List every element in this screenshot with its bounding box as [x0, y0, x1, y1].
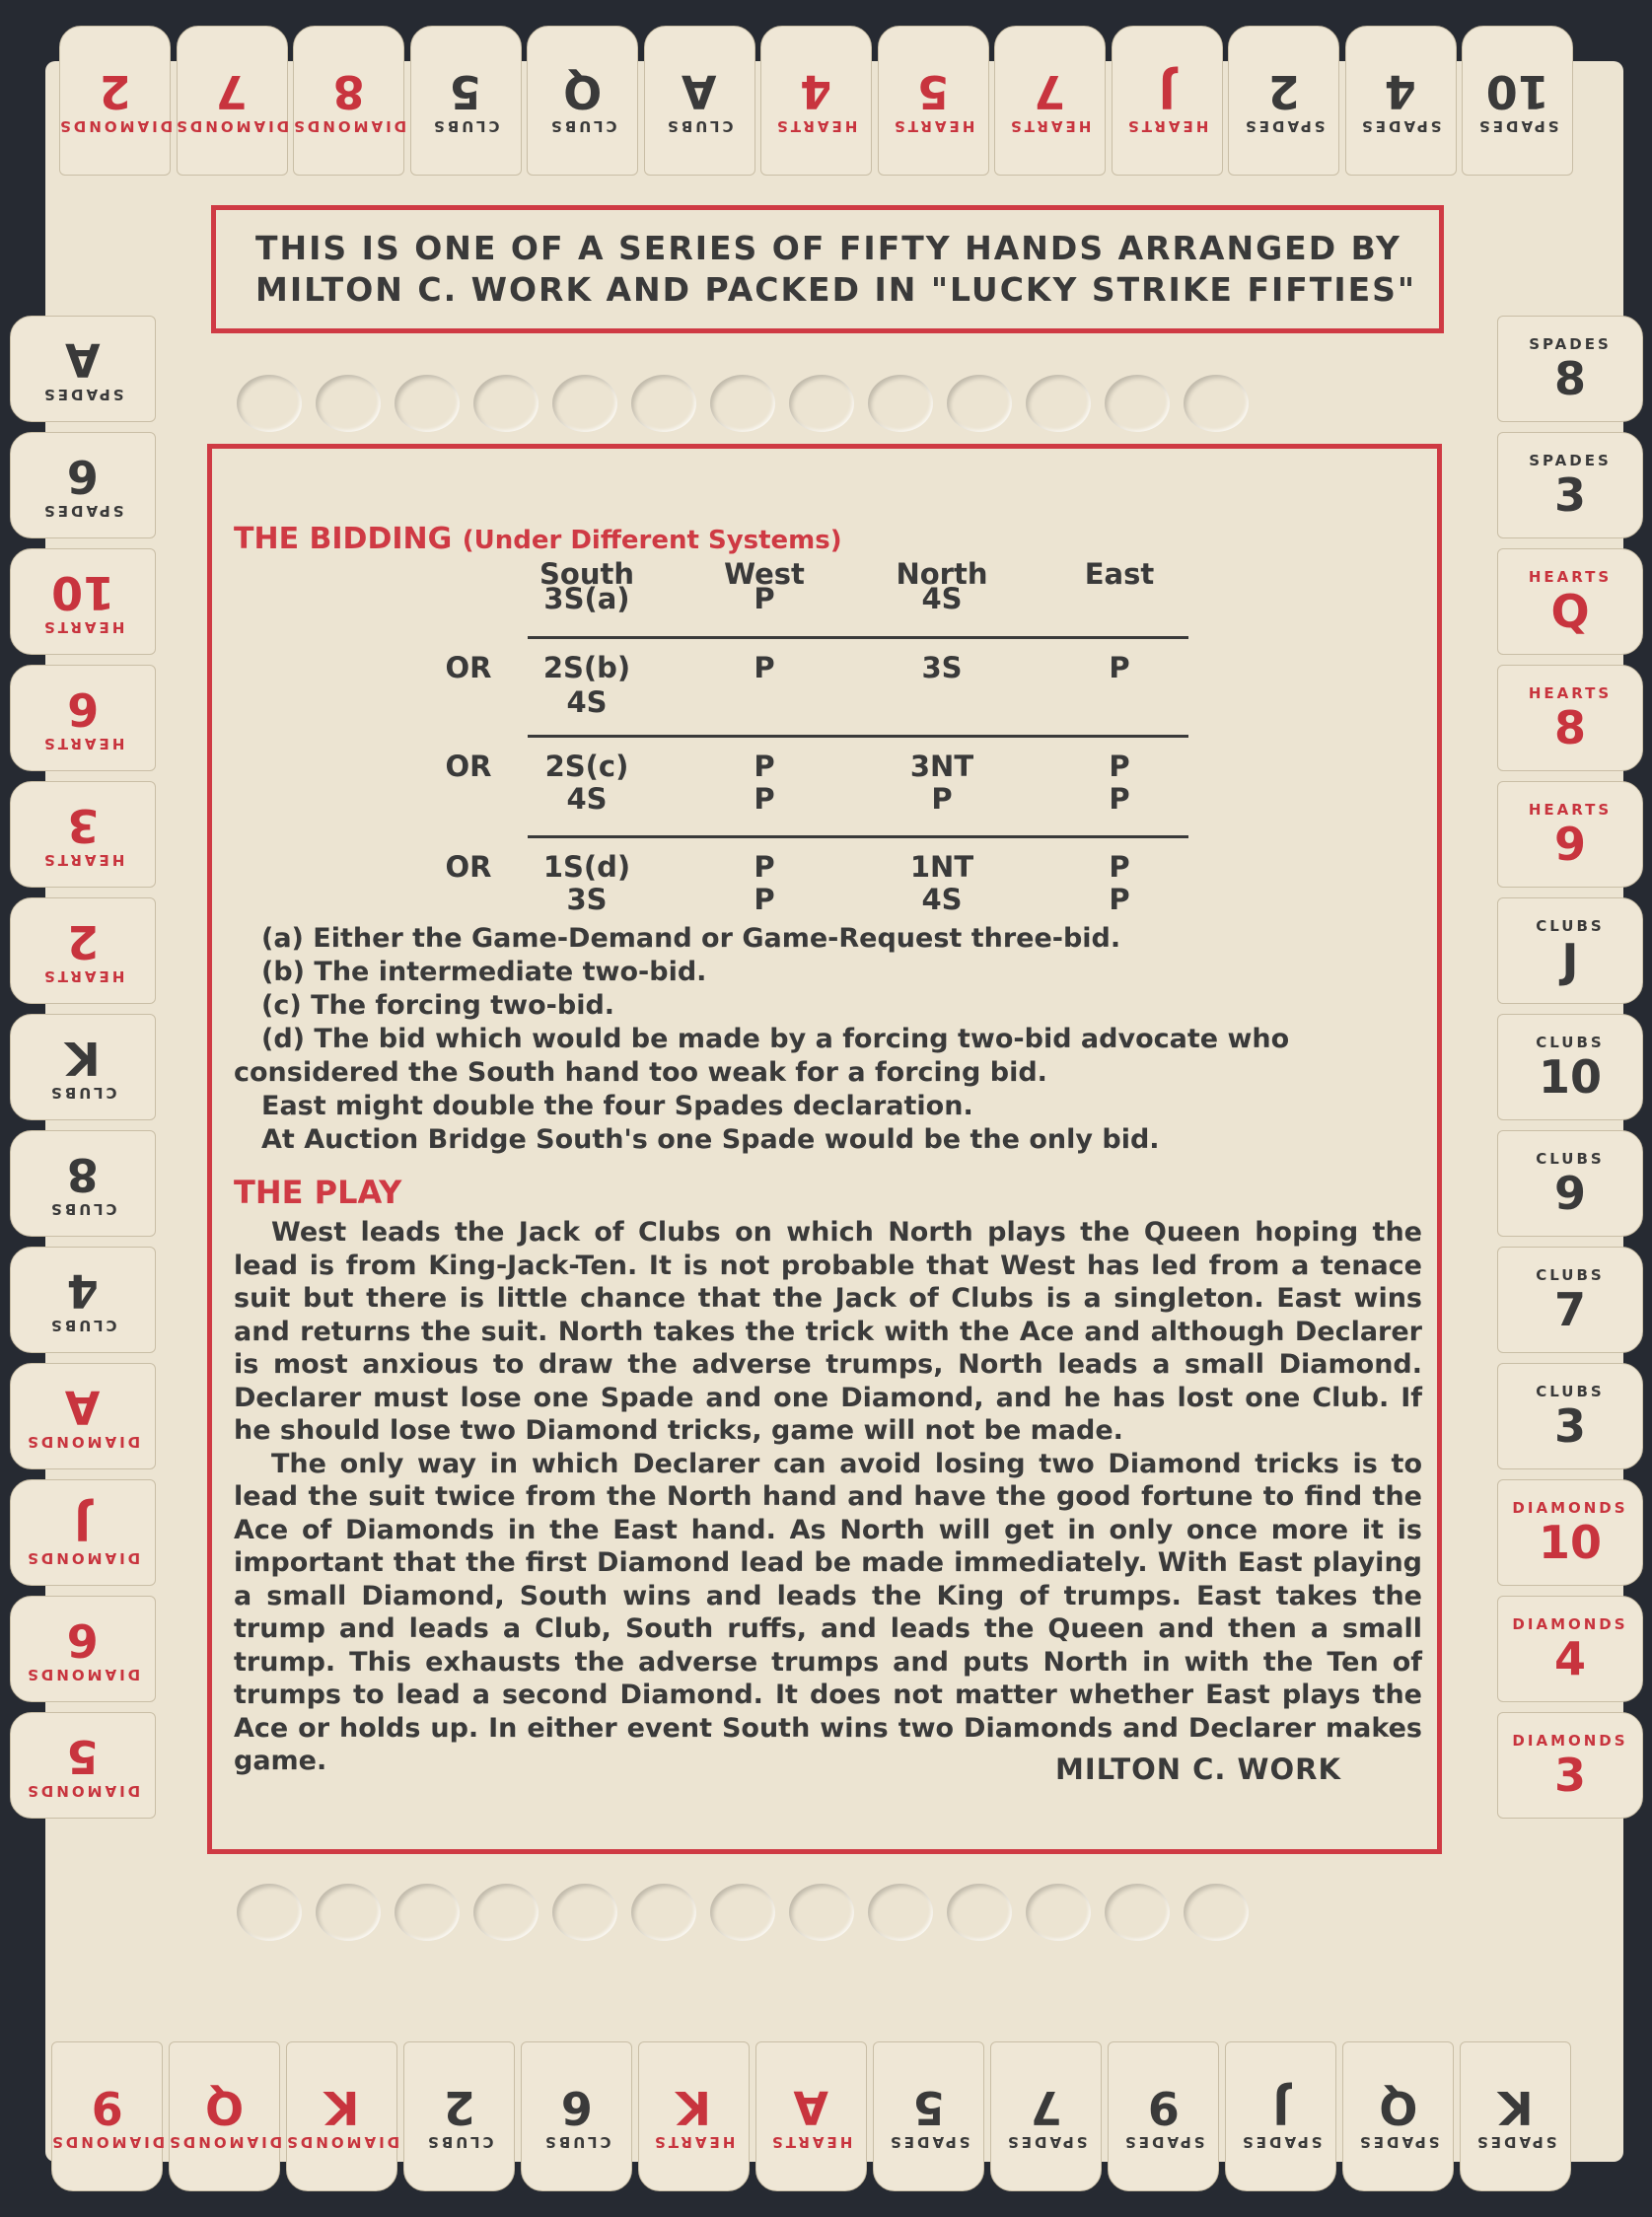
left-card-tab — [10, 1712, 156, 1819]
left-card-tab — [10, 1596, 156, 1702]
tab-label — [40, 914, 125, 985]
tab-suit: HEARTS — [1124, 116, 1209, 135]
bid-cell: 4S — [921, 883, 963, 916]
right-card-tab — [1497, 1712, 1643, 1819]
tab-rank: K — [65, 1031, 101, 1085]
hole — [473, 375, 539, 432]
right-card-tab — [1497, 1014, 1643, 1120]
hole — [631, 375, 696, 432]
tab-label — [40, 681, 125, 752]
hole — [395, 1884, 460, 1941]
top-card-tab — [1345, 26, 1457, 176]
top-card-tab — [994, 26, 1106, 176]
tab-suit: SPADES — [1529, 451, 1612, 469]
right-card-tab — [1497, 548, 1643, 655]
tab-rank: 4 — [1553, 1631, 1586, 1685]
bidding-heading — [234, 522, 842, 556]
tab-label — [1008, 64, 1092, 135]
tab-suit: CLUBS — [665, 116, 734, 135]
tab-rank: 2 — [1267, 64, 1300, 118]
bid-cell: P — [754, 582, 775, 615]
tab-rank: 10 — [1538, 1515, 1602, 1569]
tab-label — [40, 565, 125, 636]
bottom-card-tab — [755, 2041, 867, 2191]
tab-rank: 7 — [1034, 64, 1066, 118]
hole — [237, 1884, 302, 1941]
bid-cell: OR — [445, 850, 492, 884]
hole — [710, 1884, 775, 1941]
right-card-tab — [1497, 1596, 1643, 1702]
left-card-tab — [10, 1479, 156, 1586]
tab-suit: HEARTS — [1528, 683, 1613, 702]
tab-label — [1536, 1033, 1605, 1104]
tab-label — [887, 2080, 970, 2151]
tab-suit: DIAMONDS — [1512, 1731, 1628, 1750]
tab-suit: HEARTS — [769, 2132, 853, 2151]
tab-label — [1536, 1265, 1605, 1336]
tab-suit: HEARTS — [891, 116, 975, 135]
tab-suit: DIAMONDS — [174, 116, 290, 135]
tab-rank: 6 — [66, 1612, 99, 1667]
tab-suit: SPADES — [1359, 116, 1442, 135]
play-paragraph-2: The only way in which Declarer can avoid losing two Diamond tricks is to lead the suit twice from the North hand and have the good fortune to find the Ace of Diamonds in the East hand. As North will get in only once more it is important that the first Diamond lead be made immediately. With East playing a small Diamond, South wins and leads the King of trumps. East takes the trump and leads a Club, South ruffs, and leads the Queen and then a small trump. This exhausts the adverse trumps and puts North in with the Ten of trumps to lead a second Diamond. It does not matter whether East plays the Ace or holds up. In either event South wins two Diamonds and Declarer makes game. — [234, 1448, 1422, 1776]
top-card-tab — [56, 26, 174, 176]
tab-rank: 8 — [1553, 700, 1586, 754]
tab-suit: CLUBS — [48, 1316, 117, 1334]
tab-rank: 9 — [1553, 1166, 1586, 1220]
bottom-embossed-holes — [237, 1884, 1322, 1953]
tab-rank: K — [1497, 2080, 1534, 2134]
right-card-tab — [1497, 665, 1643, 771]
tab-suit: SPADES — [1475, 116, 1559, 135]
tab-suit: SPADES — [41, 501, 124, 520]
tab-suit: CLUBS — [1536, 1382, 1605, 1400]
tab-rank: K — [676, 2080, 712, 2134]
left-card-tab — [10, 1014, 156, 1120]
hole — [552, 375, 617, 432]
tab-rank: 10 — [1485, 64, 1549, 118]
tab-label — [1242, 64, 1326, 135]
bidding-note: (a) Either the Game-Demand or Game-Request three-bid. — [261, 923, 1121, 954]
top-card-tab — [174, 26, 290, 176]
col-north: North — [896, 557, 988, 591]
main-content-box — [207, 444, 1442, 1854]
tab-rank: 9 — [1147, 2080, 1180, 2134]
tab-label — [1512, 1498, 1628, 1569]
tab-suit: HEARTS — [40, 734, 125, 752]
tab-rank: 2 — [66, 914, 99, 968]
hole — [947, 1884, 1012, 1941]
tab-suit: HEARTS — [40, 850, 125, 869]
bidding-note: (b) The intermediate two-bid. — [261, 957, 707, 987]
tab-label — [56, 64, 174, 135]
tab-rank: A — [65, 332, 101, 387]
hole — [868, 1884, 933, 1941]
bid-cell: 3S — [921, 651, 963, 684]
tab-label — [1239, 2080, 1323, 2151]
top-card-tab — [1112, 26, 1223, 176]
tab-suit: DIAMONDS — [283, 2132, 400, 2151]
top-card-tab — [410, 26, 522, 176]
top-card-tab — [527, 26, 638, 176]
tab-suit: DIAMONDS — [48, 2132, 166, 2151]
tab-label — [1124, 64, 1209, 135]
tab-suit: HEARTS — [774, 116, 858, 135]
right-card-tab — [1497, 897, 1643, 1004]
tab-rank: Q — [562, 64, 603, 118]
tab-rank: K — [323, 2080, 360, 2134]
tab-rank: 3 — [1553, 1748, 1586, 1802]
right-card-tab — [1497, 1130, 1643, 1237]
hole — [316, 1884, 381, 1941]
tab-rank: A — [65, 1380, 101, 1434]
play-paragraph-1: West leads the Jack of Clubs on which North plays the Queen hoping the lead is from King-Jack-Ten. It is not probable that West has led from a tenace suit but there is little chance that the Jack of Clubs is a singleton. East wins and returns the suit. North takes the trick with the Ace and although Declarer is most anxious to draw the adverse trumps, North leads a small Diamond. Declarer must lose one Spade and one Diamond, and he has lost one Club. If he should lose two Diamond tricks, game will not be made. — [234, 1217, 1422, 1446]
tab-label — [48, 1147, 117, 1218]
tab-rank: A — [682, 64, 717, 118]
tab-rank: 5 — [66, 1729, 99, 1783]
tab-label — [283, 2080, 400, 2151]
tab-label — [1528, 683, 1613, 754]
tab-rank: J — [74, 1496, 92, 1550]
tab-rank: J — [1561, 933, 1579, 987]
hole — [789, 375, 854, 432]
bottom-card-tab — [403, 2041, 515, 2191]
tab-suit: DIAMONDS — [25, 1548, 141, 1567]
tab-rank: 4 — [66, 1263, 99, 1318]
tab-label — [25, 1496, 141, 1567]
tab-label — [1528, 800, 1613, 871]
tab-suit: HEARTS — [652, 2132, 736, 2151]
tab-suit: HEARTS — [40, 617, 125, 636]
tab-label — [1512, 1731, 1628, 1802]
bid-cell: P — [1109, 651, 1130, 684]
hole — [1026, 375, 1091, 432]
left-card-tab — [10, 897, 156, 1004]
tab-label — [174, 64, 290, 135]
top-card-tab — [1462, 26, 1573, 176]
tab-suit: HEARTS — [40, 966, 125, 985]
tab-label — [891, 64, 975, 135]
tab-label — [1536, 916, 1605, 987]
left-card-tab — [10, 781, 156, 888]
tab-label — [665, 64, 734, 135]
tab-label — [40, 798, 125, 869]
tab-label — [48, 2080, 166, 2151]
tab-label — [1121, 2080, 1205, 2151]
tab-rank: A — [793, 2080, 829, 2134]
tab-label — [431, 64, 500, 135]
tab-label — [1475, 64, 1559, 135]
bidding-note: considered the South hand too weak for a forcing bid. — [234, 1057, 1047, 1088]
tab-label — [1528, 567, 1613, 638]
col-south: South — [539, 557, 634, 591]
top-card-tab — [644, 26, 755, 176]
tab-label — [769, 2080, 853, 2151]
tab-label — [1529, 334, 1612, 405]
bid-cell: P — [1109, 750, 1130, 783]
tab-label — [1529, 451, 1612, 522]
tab-suit: CLUBS — [547, 116, 617, 135]
tab-suit: CLUBS — [48, 1083, 117, 1102]
left-card-tab — [10, 548, 156, 655]
hole — [1105, 1884, 1170, 1941]
bid-cell: 4S — [566, 685, 608, 719]
right-card-tab — [1497, 432, 1643, 538]
tab-suit: HEARTS — [1008, 116, 1092, 135]
bid-cell: 2S(b) — [542, 651, 631, 684]
tab-suit: CLUBS — [1536, 1149, 1605, 1168]
bid-cell: 1S(d) — [542, 850, 631, 884]
tab-rank: 6 — [66, 681, 99, 736]
right-card-tab — [1497, 1479, 1643, 1586]
tab-rank: 9 — [91, 2080, 123, 2134]
signature: MILTON C. WORK — [1055, 1752, 1341, 1786]
tab-rank: 2 — [99, 64, 131, 118]
col-west: West — [724, 557, 805, 591]
bidding-note: At Auction Bridge South's one Spade would be the only bid. — [261, 1124, 1160, 1155]
header-box — [211, 205, 1444, 333]
bid-cell: 4S — [566, 782, 608, 816]
tab-rank: 8 — [66, 1147, 99, 1201]
bottom-card-tab — [521, 2041, 632, 2191]
tab-suit: DIAMONDS — [290, 116, 407, 135]
tab-label — [25, 1612, 141, 1683]
tab-suit: DIAMONDS — [1512, 1614, 1628, 1633]
bid-cell: P — [1109, 883, 1130, 916]
tab-label — [41, 332, 124, 403]
top-card-tab — [760, 26, 872, 176]
bid-cell: P — [754, 850, 775, 884]
hole — [395, 375, 460, 432]
left-card-tab — [10, 1247, 156, 1353]
bid-cell: P — [931, 782, 953, 816]
tab-suit: CLUBS — [424, 2132, 494, 2151]
tab-rank: 3 — [66, 798, 99, 852]
header-line-1: THIS IS ONE OF A SERIES OF FIFTY HANDS ARRANGED BY — [255, 229, 1401, 267]
tab-suit: CLUBS — [1536, 1265, 1605, 1284]
hole — [631, 1884, 696, 1941]
tab-label — [1536, 1149, 1605, 1220]
bidding-note: (c) The forcing two-bid. — [261, 990, 615, 1021]
hole — [316, 375, 381, 432]
tab-suit: SPADES — [1242, 116, 1326, 135]
tab-rank: 7 — [1553, 1282, 1586, 1336]
tab-suit: SPADES — [1004, 2132, 1088, 2151]
tab-rank: J — [1158, 64, 1176, 118]
tab-suit: DIAMONDS — [25, 1665, 141, 1683]
bottom-card-tab — [1460, 2041, 1571, 2191]
tab-rank: 5 — [449, 64, 481, 118]
tab-suit: SPADES — [887, 2132, 970, 2151]
hole — [1105, 375, 1170, 432]
bidding-heading-text: THE BIDDING — [234, 522, 453, 556]
play-text — [234, 1216, 1422, 1778]
tab-rank: Q — [1378, 2080, 1418, 2134]
right-card-tab — [1497, 781, 1643, 888]
bid-cell: P — [754, 883, 775, 916]
tab-label — [25, 1380, 141, 1451]
bottom-card-tab — [990, 2041, 1102, 2191]
right-card-tab — [1497, 316, 1643, 422]
tab-rank: 4 — [1385, 64, 1417, 118]
tab-suit: DIAMONDS — [25, 1432, 141, 1451]
tab-suit: SPADES — [1473, 2132, 1557, 2151]
top-card-tab — [1228, 26, 1339, 176]
hole — [868, 375, 933, 432]
tab-label — [41, 449, 124, 520]
tab-suit: SPADES — [41, 385, 124, 403]
hole — [947, 375, 1012, 432]
bid-cell: P — [1109, 850, 1130, 884]
hole — [473, 1884, 539, 1941]
tab-label — [48, 1031, 117, 1102]
left-card-tab — [10, 1130, 156, 1237]
tab-label — [774, 64, 858, 135]
tab-suit: SPADES — [1529, 334, 1612, 353]
bid-cell: 1NT — [909, 850, 974, 884]
bottom-card-tab — [1225, 2041, 1336, 2191]
tab-suit: HEARTS — [1528, 567, 1613, 586]
tab-rank: Q — [204, 2080, 245, 2134]
tab-label — [1356, 2080, 1440, 2151]
hole — [1184, 375, 1249, 432]
tab-label — [1359, 64, 1442, 135]
bid-cell: 3S(a) — [543, 582, 630, 615]
hole — [710, 375, 775, 432]
left-card-tab — [10, 432, 156, 538]
bidding-divider — [528, 735, 1188, 738]
tab-rank: J — [1271, 2080, 1290, 2134]
right-card-tab — [1497, 1247, 1643, 1353]
tab-rank: 9 — [1553, 817, 1586, 871]
tab-rank: 2 — [443, 2080, 475, 2134]
bid-cell: P — [754, 782, 775, 816]
left-card-tab — [10, 665, 156, 771]
tab-label — [1536, 1382, 1605, 1453]
tab-label — [1004, 2080, 1088, 2151]
bid-cell: 3NT — [909, 750, 974, 783]
bidding-note: (d) The bid which would be made by a forcing two-bid advocate who — [261, 1024, 1290, 1054]
bottom-card-tab — [166, 2041, 283, 2191]
bid-cell: P — [1109, 782, 1130, 816]
hole — [1184, 1884, 1249, 1941]
tab-rank: 10 — [50, 565, 114, 619]
tab-rank: 10 — [1538, 1049, 1602, 1104]
tab-label — [290, 64, 407, 135]
tab-label — [166, 2080, 283, 2151]
tab-rank: 8 — [1553, 351, 1586, 405]
bid-cell: P — [754, 651, 775, 684]
tab-rank: 7 — [1030, 2080, 1062, 2134]
col-east: East — [1084, 557, 1155, 591]
tab-rank: 6 — [67, 449, 100, 503]
tab-rank: 3 — [1553, 467, 1586, 522]
bid-cell: P — [754, 750, 775, 783]
bidding-divider — [528, 636, 1188, 639]
tab-suit: DIAMONDS — [56, 116, 174, 135]
top-card-tab — [290, 26, 407, 176]
bidding-divider — [528, 835, 1188, 838]
bottom-card-tab — [873, 2041, 984, 2191]
tab-suit: SPADES — [1121, 2132, 1205, 2151]
tab-rank: 6 — [560, 2080, 593, 2134]
tab-label — [541, 2080, 611, 2151]
left-card-tab — [10, 1363, 156, 1469]
tab-suit: CLUBS — [1536, 916, 1605, 935]
hole — [237, 375, 302, 432]
tab-suit: CLUBS — [431, 116, 500, 135]
tab-label — [25, 1729, 141, 1800]
top-embossed-holes — [237, 375, 1322, 444]
hole — [1026, 1884, 1091, 1941]
tab-rank: 8 — [332, 64, 365, 118]
tab-label — [652, 2080, 736, 2151]
bidding-subheading: (Under Different Systems) — [462, 526, 842, 555]
tab-suit: SPADES — [1239, 2132, 1323, 2151]
tab-label — [48, 1263, 117, 1334]
tab-suit: DIAMONDS — [1512, 1498, 1628, 1517]
tab-suit: SPADES — [1356, 2132, 1440, 2151]
tab-rank: 4 — [800, 64, 832, 118]
hole — [552, 1884, 617, 1941]
bottom-card-tab — [1342, 2041, 1454, 2191]
tab-suit: CLUBS — [48, 1199, 117, 1218]
tab-label — [1473, 2080, 1557, 2151]
bid-cell: 2S(c) — [544, 750, 629, 783]
bid-cell: 4S — [921, 582, 963, 615]
tab-label — [547, 64, 617, 135]
bidding-note: East might double the four Spades declaration. — [261, 1091, 973, 1121]
tab-suit: DIAMONDS — [166, 2132, 283, 2151]
header-line-2: MILTON C. WORK AND PACKED IN "LUCKY STRIKE FIFTIES" — [255, 270, 1417, 309]
bid-cell: 3S — [566, 883, 608, 916]
bid-cell: OR — [445, 651, 492, 684]
bottom-card-tab — [638, 2041, 750, 2191]
tab-suit: CLUBS — [1536, 1033, 1605, 1051]
top-card-tab — [878, 26, 989, 176]
bottom-card-tab — [1108, 2041, 1219, 2191]
tab-rank: 5 — [916, 64, 949, 118]
tab-label — [424, 2080, 494, 2151]
tab-rank: 7 — [216, 64, 249, 118]
tab-rank: Q — [1550, 584, 1590, 638]
tab-label — [1512, 1614, 1628, 1685]
play-heading: THE PLAY — [234, 1174, 402, 1211]
tab-rank: 3 — [1553, 1398, 1586, 1453]
hole — [789, 1884, 854, 1941]
left-card-tab — [10, 316, 156, 422]
bottom-card-tab — [283, 2041, 400, 2191]
tab-suit: HEARTS — [1528, 800, 1613, 819]
right-card-tab — [1497, 1363, 1643, 1469]
bid-cell: OR — [445, 750, 492, 783]
tab-suit: CLUBS — [541, 2132, 611, 2151]
bottom-card-tab — [48, 2041, 166, 2191]
tab-suit: DIAMONDS — [25, 1781, 141, 1800]
tab-rank: 5 — [912, 2080, 945, 2134]
